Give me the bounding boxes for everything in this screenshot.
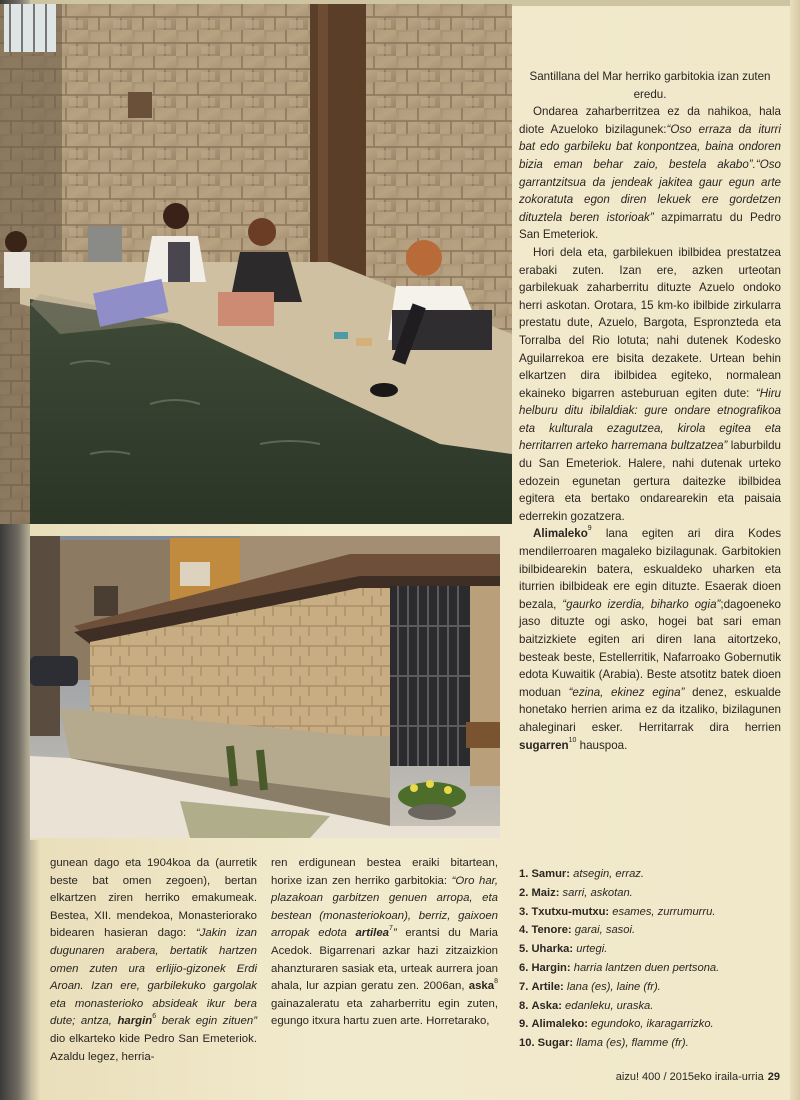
glossary-item: 1. Samur: atsegin, erraz. <box>519 868 644 880</box>
glossary-item: 2. Maiz: sarri, askotan. <box>519 886 633 899</box>
glossary-item: 9. Alimaleko: egundoko, ikaragarrizko. <box>519 1018 714 1031</box>
paragraph-4: Alimaleko$^9$ lana egiten ari dira Kodes mendilerroaren magaleko bizilagunak. Garbitokien ibilbidearekin batera, eskualdeko uharken eta iturrien ibilbideak ere egin dituzte. Esaerak dioen bezala, “gaurko izerdia, biharko ogia”;dagoeneko jaso dituzte ogi asko, hogei bat sari eman baitzizkiete egiten ari diren lana aitortzeko, besteak beste, Estellerritik, Nafarroako Gobernutik edota Kuwaitik (Arabia). Beste atsotitz batek dioen moduan “ezina, ekinez egina” denez, eskualde honetako herrien arima ez da itzaliko, bizilagunen ahaleginari esker. Herritarrak dira herrien sugarren$^{10}$ hauspoa. <box>519 525 782 752</box>
glossary-item: 6. Hargin: harria lantzen duen pertsona. <box>519 961 720 974</box>
footer-text: aizu! 400 / 2015eko iraila-urria <box>615 1071 764 1083</box>
glossary <box>519 865 781 1053</box>
paragraph-3: Hori dela eta, garbilekuen ibilbidea prestatzea erabaki zuten. Izan ere, azken urteotan garbilekuak zaharberritu dituzte Azuelo ondoko herri askotan. Orotara, 15 km-ko ibilbide zirkularra prestatu dute, Azuelo, Bargota, Espronzteda eta Torralba del Rio lotuta; nahi dutenek Kodesko Aguilarrekoa ere bisita dezakete. Urtean behin elkartzen dira ibilbidea egiteko, normalean ekaineko bigarren asteburuan egiten dute: “Hiru helburu ditu ibilaldiak: gure ondare etnografikoa eta kulturala ezagutzea, kirola egitea eta herritarren arteko harremana bultzatzea” laburbildu du San Emeteriok. Halere, nahi dutenak urteko edozein egunetan gertura daitezke ibilbidea egitera eta bertako ondarearekin eta paisaia ederrekin gozatzera. <box>519 245 782 523</box>
glossary-item: 4. Tenore: garai, sasoi. <box>519 924 636 937</box>
glossary-item: 8. Aska: edanleku, uraska. <box>519 999 654 1012</box>
right-edge <box>790 0 800 1100</box>
glossary-item: 7. Artile: lana (es), laine (fr). <box>519 980 661 993</box>
bottom-column-1: gunean dago eta 1904koa da (aurretik beste bat omen zegoen), bertan elkartzen ziren herriko emakumeak. Bestea, XII. mendekoa, Monasteriorako bidearen hasieran dago: “Jakin izan dugunaren arabera, bertatik hartzen omen zuten ura erlijio-gizonek Erdi Aroan. Izan ere, garbilekuko gargolak eta monasterioko absideak ikur bera dute; antza, hargin$^6$ berak egin zituen” dio elkarteko kide Pedro San Emeteriok. Azaldu legez, herria- <box>50 857 257 1063</box>
glossary-item: 5. Uharka: urtegi. <box>519 943 608 956</box>
glossary-item: 3. Txutxu-mutxu: esames, zurrumurru. <box>519 905 716 918</box>
glossary-item: 10. Sugar: llama (es), flamme (fr). <box>519 1037 689 1050</box>
bottom-column-2: ren erdigunean bestea eraiki bitartean, horixe izan zen herriko garbitokia: “Oro har, plazakoan garbitzen genuen arropa, eta bestean (monasteriokoan), berriz, gaixoen arropak edota artilea$^7$” erantsi du Maria Acedok. Bigarrenari azkar hazi zitzaizkion ahanzturaren sasiak eta, urteak aurrera joan ahala, lur azpian geratu zen. 2006an, aska$^8$ gainazaleratu eta zaharberritu egin zuten, egungo itxura hartu zuen arte. Horretarako, <box>271 857 498 1028</box>
page-number: 29 <box>767 1071 780 1083</box>
paragraph-2: Ondarea zaharberritzea ez da nahikoa, hala diote Azueloko bizilagunek:“Oso erraza da iturri bat edo garbileku bat konpontzea, baina ondoren bizia eman behar zaio, bestela akabo”.“Oso garrantzitsua da jendeak jakitea gaur egun arte zokoratuta egon diren lekuek ere gordetzen dituztela beren istorioak” azpimarratu du Pedro San Emeteriok. <box>519 105 781 242</box>
page-footer <box>560 1071 780 1083</box>
photo-stone-lavadero <box>30 536 500 838</box>
paragraph-1: Santillana del Mar herriko garbitokia izan zuten eredu. <box>529 70 771 101</box>
photo-women-washing <box>0 4 512 524</box>
page-fold <box>30 840 40 1100</box>
right-column-text <box>519 68 781 754</box>
